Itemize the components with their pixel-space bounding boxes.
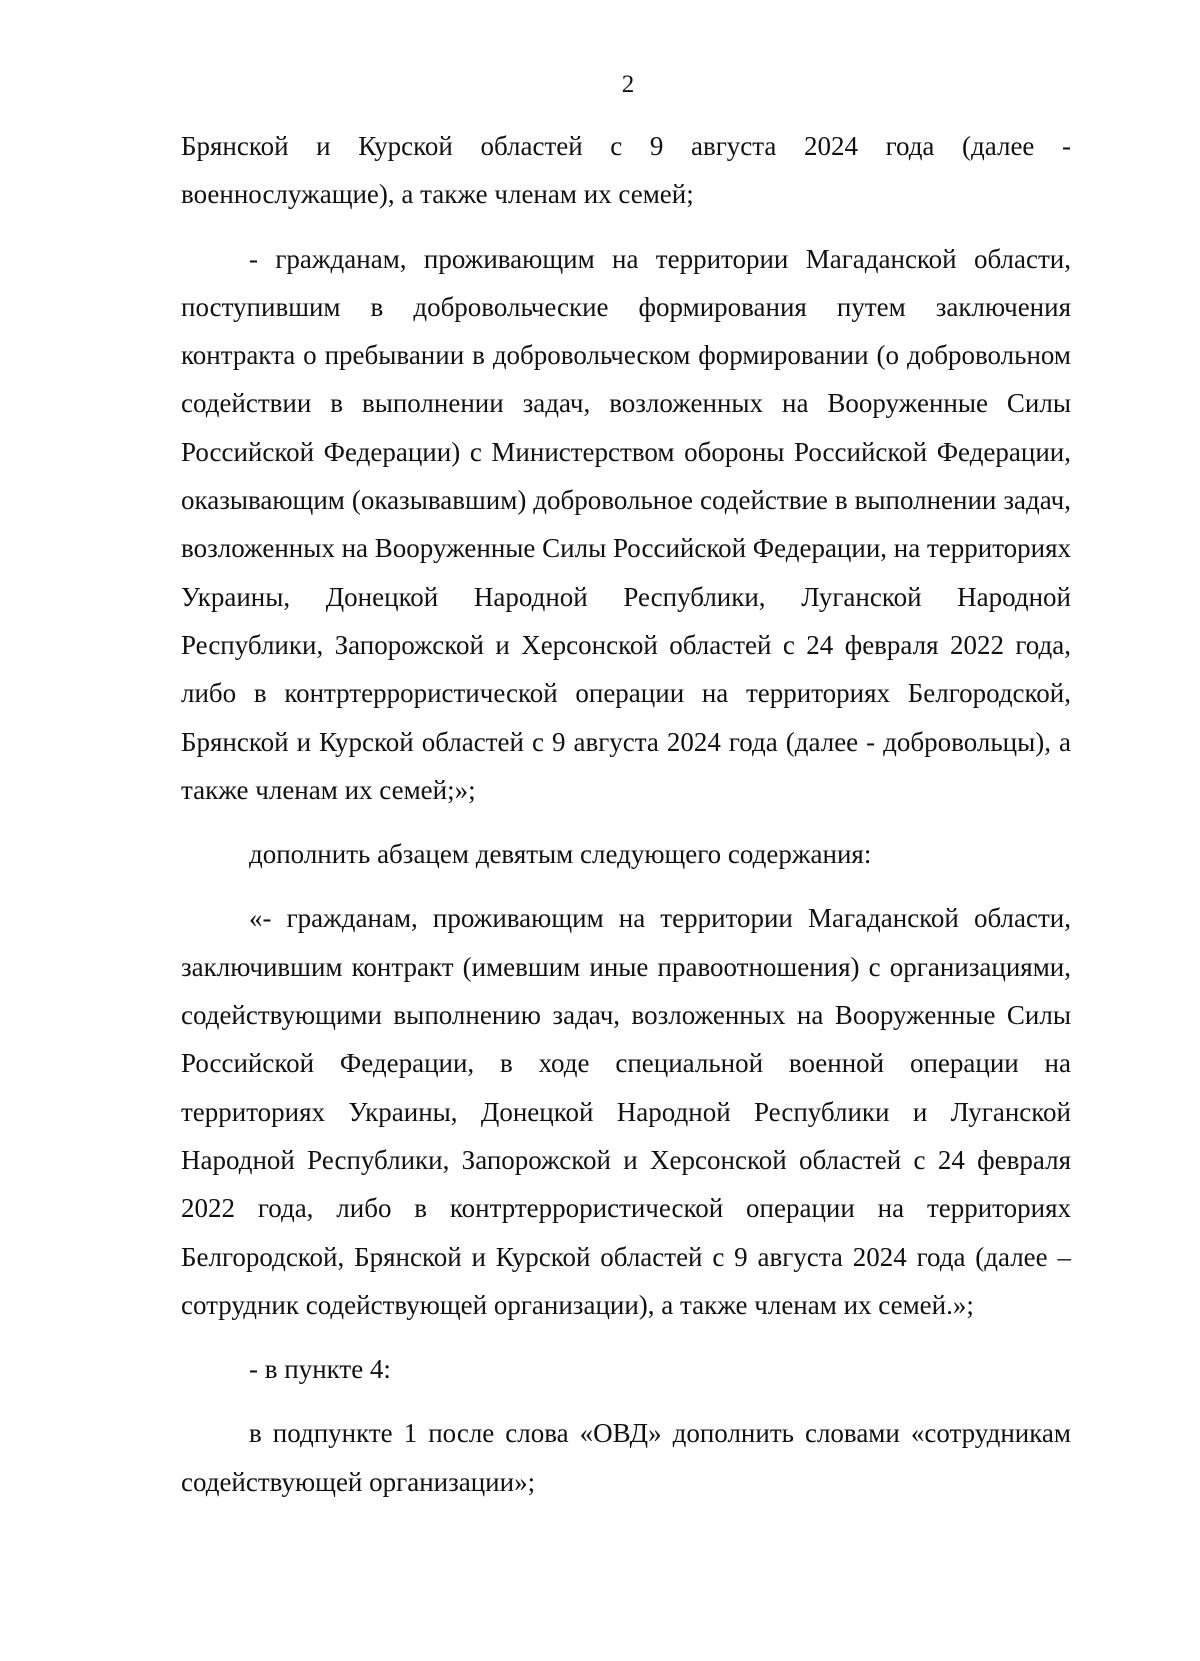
paragraph-point-4: - в пункте 4: bbox=[249, 1354, 391, 1385]
document-body bbox=[181, 122, 1071, 1506]
paragraph-volunteers: - гражданам, проживающим на территории Магаданской области, поступившим в добровольческие формирования путем заключения контракта о пребывании в добровольческом формировании (о добровольном содействии в выполнении задач, возложенных на Вооруженные Силы Российской Федерации) с Министерством обороны Российской Федерации, оказывающим (оказывавшим) добровольное содействие в выполнении задач, возложенных на Вооруженные Силы Российской Федерации, на территориях Украины, Донецкой Народной Республики, Луганской Народной Республики, Запорожской и Херсонской областей с 24 февраля 2022 года, либо в контртеррористической операции на территориях Белгородской, Брянской и Курской областей с 9 августа 2024 года (далее - добровольцы), а также членам их семей;»; bbox=[181, 243, 1072, 805]
paragraph-military-continuation: Брянской и Курской областей с 9 августа 2024 года (далее - военнослужащие), а также членам их семей; bbox=[181, 131, 1071, 210]
page-number: 2 bbox=[621, 71, 635, 98]
paragraph-add-ninth: дополнить абзацем девятым следующего содержания: bbox=[249, 839, 872, 870]
paragraph-contract-organizations: «- гражданам, проживающим на территории Магаданской области, заключившим контракт (имевшим иные правоотношения) с организациями, содействующими выполнению задач, возложенных на Вооруженные Силы Российской Федерации, в ходе специальной военной операции на территориях Украины, Донецкой Народной Республики и Луганской Народной Республики, Запорожской и Херсонской областей с 24 февраля 2022 года, либо в контртеррористической операции на территориях Белгородской, Брянской и Курской областей с 9 августа 2024 года (далее – сотрудник содействующей организации), а также членам их семей.»; bbox=[181, 903, 1071, 1320]
paragraph-subpoint-1: в подпункте 1 после слова «ОВД» дополнить словами «сотрудникам содействующей организации»; bbox=[181, 1418, 1071, 1497]
